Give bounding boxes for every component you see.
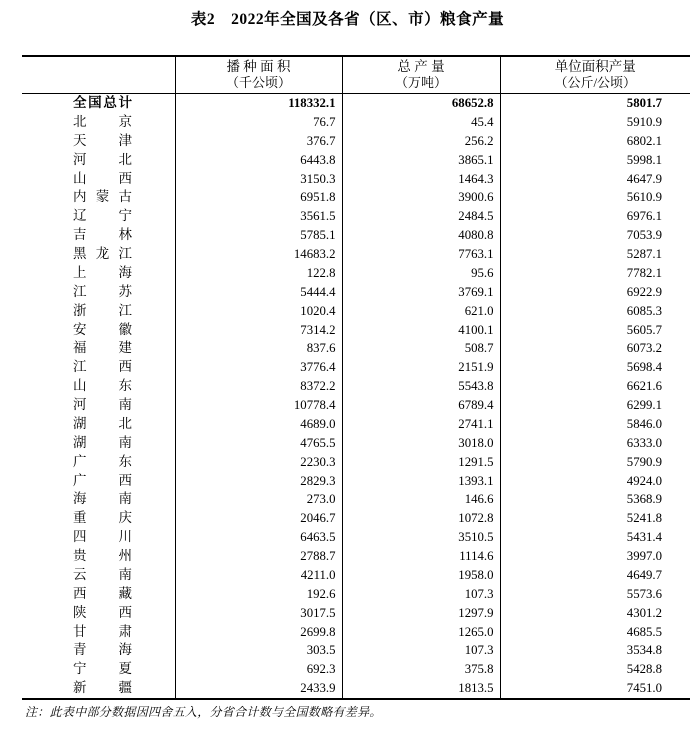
province-cell <box>22 679 175 699</box>
table-row <box>22 151 690 170</box>
province-cell <box>22 94 175 113</box>
unit-yield-cell: 5605.7 <box>500 321 690 340</box>
table-row <box>22 207 690 226</box>
province-name: 吉林 <box>73 227 132 243</box>
total-output-cell: 146.6 <box>342 490 500 509</box>
unit-yield-cell: 5368.9 <box>500 490 690 509</box>
province-name: 内蒙古 <box>73 189 132 205</box>
table-row <box>22 528 690 547</box>
unit-yield-cell: 5790.9 <box>500 453 690 472</box>
province-name: 广东 <box>73 453 132 469</box>
total-output-cell: 2151.9 <box>342 358 500 377</box>
province-cell <box>22 434 175 453</box>
total-output-cell: 4100.1 <box>342 321 500 340</box>
total-output-cell: 508.7 <box>342 339 500 358</box>
table-row <box>22 472 690 491</box>
table-row <box>22 283 690 302</box>
table-row <box>22 188 690 207</box>
sown-area-cell: 8372.2 <box>175 377 342 396</box>
province-cell <box>22 339 175 358</box>
sown-area-cell: 6463.5 <box>175 528 342 547</box>
province-name: 陕西 <box>73 604 132 620</box>
col-header-region <box>22 56 175 94</box>
unit-yield-cell: 5573.6 <box>500 585 690 604</box>
table-row <box>22 660 690 679</box>
table-row <box>22 94 690 113</box>
table-row <box>22 264 690 283</box>
province-cell <box>22 472 175 491</box>
province-name: 宁夏 <box>73 661 132 677</box>
unit-yield-cell: 6073.2 <box>500 339 690 358</box>
sown-area-cell: 7314.2 <box>175 321 342 340</box>
total-output-cell: 4080.8 <box>342 226 500 245</box>
sown-area-cell: 10778.4 <box>175 396 342 415</box>
province-cell <box>22 585 175 604</box>
col-header-sown-area-label: 播 种 面 积 <box>226 59 291 74</box>
col-header-sown-area <box>175 56 342 94</box>
table-row <box>22 132 690 151</box>
unit-yield-cell: 4685.5 <box>500 623 690 642</box>
table-row <box>22 641 690 660</box>
table-row <box>22 604 690 623</box>
unit-yield-cell: 5610.9 <box>500 188 690 207</box>
province-name: 贵州 <box>73 548 132 563</box>
unit-yield-cell: 5698.4 <box>500 358 690 377</box>
total-output-cell: 3900.6 <box>342 188 500 207</box>
unit-yield-cell: 6621.6 <box>500 377 690 396</box>
col-header-total-output <box>342 56 500 94</box>
table-body <box>22 94 690 700</box>
col-header-sown-area-unit: （千公顷） <box>225 75 291 90</box>
col-header-total-output-label: 总 产 量 <box>397 59 445 74</box>
province-cell <box>22 302 175 321</box>
province-name: 青海 <box>73 642 132 658</box>
sown-area-cell: 2699.8 <box>175 623 342 642</box>
unit-yield-cell: 5241.8 <box>500 509 690 528</box>
grain-production-table <box>22 55 690 700</box>
table-row <box>22 585 690 604</box>
total-output-cell: 45.4 <box>342 113 500 132</box>
sown-area-cell: 118332.1 <box>175 94 342 113</box>
table-row <box>22 509 690 528</box>
table-row <box>22 339 690 358</box>
sown-area-cell: 4689.0 <box>175 415 342 434</box>
total-output-cell: 375.8 <box>342 660 500 679</box>
sown-area-cell: 2046.7 <box>175 509 342 528</box>
province-name: 山西 <box>73 170 132 186</box>
total-output-cell: 1958.0 <box>342 566 500 585</box>
province-name: 广西 <box>73 472 132 488</box>
total-output-cell: 1072.8 <box>342 509 500 528</box>
table-row <box>22 302 690 321</box>
unit-yield-cell: 4649.7 <box>500 566 690 585</box>
sown-area-cell: 3150.3 <box>175 170 342 189</box>
sown-area-cell: 2433.9 <box>175 679 342 699</box>
total-output-cell: 1464.3 <box>342 170 500 189</box>
total-output-cell: 3769.1 <box>342 283 500 302</box>
total-output-cell: 6789.4 <box>342 396 500 415</box>
table-row <box>22 623 690 642</box>
province-cell <box>22 377 175 396</box>
table-row <box>22 321 690 340</box>
col-header-total-output-unit: （万吨） <box>394 75 447 90</box>
province-cell <box>22 566 175 585</box>
province-name: 江西 <box>73 359 132 375</box>
province-name: 海南 <box>73 491 132 507</box>
page-title: 表2 2022年全国及各省（区、市）粮食产量 <box>190 11 505 28</box>
table-row <box>22 547 690 566</box>
table-row <box>22 453 690 472</box>
province-name: 河南 <box>73 397 132 412</box>
table-row <box>22 566 690 585</box>
sown-area-cell: 273.0 <box>175 490 342 509</box>
sown-area-cell: 2230.3 <box>175 453 342 472</box>
province-cell <box>22 641 175 660</box>
province-cell <box>22 453 175 472</box>
sown-area-cell: 376.7 <box>175 132 342 151</box>
total-output-cell: 1813.5 <box>342 679 500 699</box>
unit-yield-cell: 5910.9 <box>500 113 690 132</box>
province-cell <box>22 170 175 189</box>
province-cell <box>22 132 175 151</box>
province-cell <box>22 660 175 679</box>
unit-yield-cell: 6085.3 <box>500 302 690 321</box>
province-name: 山东 <box>73 378 132 394</box>
province-cell <box>22 245 175 264</box>
sown-area-cell: 122.8 <box>175 264 342 283</box>
sown-area-cell: 6951.8 <box>175 188 342 207</box>
sown-area-cell: 2829.3 <box>175 472 342 491</box>
province-name: 湖北 <box>73 415 132 431</box>
table-note: 注：此表中部分数据因四舍五入，分省合计数与全国数略有差异。 <box>25 705 382 719</box>
total-output-cell: 621.0 <box>342 302 500 321</box>
table-row <box>22 226 690 245</box>
sown-area-cell: 5785.1 <box>175 226 342 245</box>
province-name: 四川 <box>73 529 132 545</box>
unit-yield-cell: 6333.0 <box>500 434 690 453</box>
unit-yield-cell: 5431.4 <box>500 528 690 547</box>
table-header-row <box>22 56 690 94</box>
province-cell <box>22 415 175 434</box>
province-cell <box>22 188 175 207</box>
unit-yield-cell: 4924.0 <box>500 472 690 491</box>
grain-table <box>22 55 690 700</box>
sown-area-cell: 76.7 <box>175 113 342 132</box>
province-cell <box>22 490 175 509</box>
total-output-cell: 3018.0 <box>342 434 500 453</box>
sown-area-cell: 6443.8 <box>175 151 342 170</box>
total-output-cell: 68652.8 <box>342 94 500 113</box>
total-output-cell: 95.6 <box>342 264 500 283</box>
province-cell <box>22 528 175 547</box>
table-row <box>22 170 690 189</box>
province-name: 重庆 <box>73 510 132 526</box>
province-cell <box>22 226 175 245</box>
sown-area-cell: 4211.0 <box>175 566 342 585</box>
sown-area-cell: 14683.2 <box>175 245 342 264</box>
table-row <box>22 434 690 453</box>
province-cell <box>22 509 175 528</box>
province-cell <box>22 151 175 170</box>
total-output-cell: 2484.5 <box>342 207 500 226</box>
sown-area-cell: 5444.4 <box>175 283 342 302</box>
total-output-cell: 3865.1 <box>342 151 500 170</box>
province-name: 云南 <box>73 566 132 582</box>
unit-yield-cell: 4301.2 <box>500 604 690 623</box>
table-row <box>22 396 690 415</box>
province-name: 新疆 <box>73 680 132 696</box>
province-name: 辽宁 <box>73 208 132 224</box>
province-name: 黑龙江 <box>73 246 132 261</box>
unit-yield-cell: 7451.0 <box>500 679 690 699</box>
unit-yield-cell: 3534.8 <box>500 641 690 660</box>
sown-area-cell: 3017.5 <box>175 604 342 623</box>
sown-area-cell: 692.3 <box>175 660 342 679</box>
province-cell <box>22 604 175 623</box>
table-row <box>22 415 690 434</box>
total-output-cell: 7763.1 <box>342 245 500 264</box>
sown-area-cell: 4765.5 <box>175 434 342 453</box>
province-cell <box>22 264 175 283</box>
province-name: 江苏 <box>73 283 132 299</box>
table-row <box>22 358 690 377</box>
col-header-unit-yield-label: 单位面积产量 <box>554 59 636 74</box>
province-cell <box>22 321 175 340</box>
total-output-cell: 3510.5 <box>342 528 500 547</box>
unit-yield-cell: 6802.1 <box>500 132 690 151</box>
total-output-cell: 5543.8 <box>342 377 500 396</box>
total-output-cell: 1291.5 <box>342 453 500 472</box>
unit-yield-cell: 6922.9 <box>500 283 690 302</box>
province-name: 北京 <box>73 113 132 129</box>
sown-area-cell: 837.6 <box>175 339 342 358</box>
province-name: 甘肃 <box>73 623 132 639</box>
unit-yield-cell: 4647.9 <box>500 170 690 189</box>
total-output-cell: 1297.9 <box>342 604 500 623</box>
sown-area-cell: 2788.7 <box>175 547 342 566</box>
total-output-cell: 107.3 <box>342 585 500 604</box>
unit-yield-cell: 7053.9 <box>500 226 690 245</box>
sown-area-cell: 192.6 <box>175 585 342 604</box>
table-row <box>22 377 690 396</box>
province-name: 浙江 <box>73 302 132 318</box>
province-name: 上海 <box>73 264 132 280</box>
unit-yield-cell: 5428.8 <box>500 660 690 679</box>
table-row <box>22 679 690 699</box>
province-cell <box>22 113 175 132</box>
sown-area-cell: 303.5 <box>175 641 342 660</box>
province-name: 西藏 <box>73 585 132 601</box>
province-cell <box>22 623 175 642</box>
total-output-cell: 1393.1 <box>342 472 500 491</box>
province-name: 全国总计 <box>73 95 132 110</box>
province-cell <box>22 207 175 226</box>
province-name: 福建 <box>73 340 132 356</box>
unit-yield-cell: 6976.1 <box>500 207 690 226</box>
total-output-cell: 2741.1 <box>342 415 500 434</box>
province-cell <box>22 396 175 415</box>
table-row <box>22 113 690 132</box>
table-row <box>22 490 690 509</box>
col-header-unit-yield-unit: （公斤/公顷） <box>554 75 637 90</box>
total-output-cell: 107.3 <box>342 641 500 660</box>
province-cell <box>22 358 175 377</box>
unit-yield-cell: 5801.7 <box>500 94 690 113</box>
province-name: 河北 <box>73 151 132 167</box>
province-name: 天津 <box>73 132 132 148</box>
total-output-cell: 256.2 <box>342 132 500 151</box>
province-name: 湖南 <box>73 434 132 450</box>
unit-yield-cell: 6299.1 <box>500 396 690 415</box>
unit-yield-cell: 7782.1 <box>500 264 690 283</box>
total-output-cell: 1265.0 <box>342 623 500 642</box>
province-cell <box>22 547 175 566</box>
province-cell <box>22 283 175 302</box>
unit-yield-cell: 3997.0 <box>500 547 690 566</box>
sown-area-cell: 1020.4 <box>175 302 342 321</box>
col-header-unit-yield <box>500 56 690 94</box>
unit-yield-cell: 5846.0 <box>500 415 690 434</box>
total-output-cell: 1114.6 <box>342 547 500 566</box>
sown-area-cell: 3561.5 <box>175 207 342 226</box>
unit-yield-cell: 5287.1 <box>500 245 690 264</box>
unit-yield-cell: 5998.1 <box>500 151 690 170</box>
province-name: 安徽 <box>73 321 132 337</box>
table-row <box>22 245 690 264</box>
sown-area-cell: 3776.4 <box>175 358 342 377</box>
